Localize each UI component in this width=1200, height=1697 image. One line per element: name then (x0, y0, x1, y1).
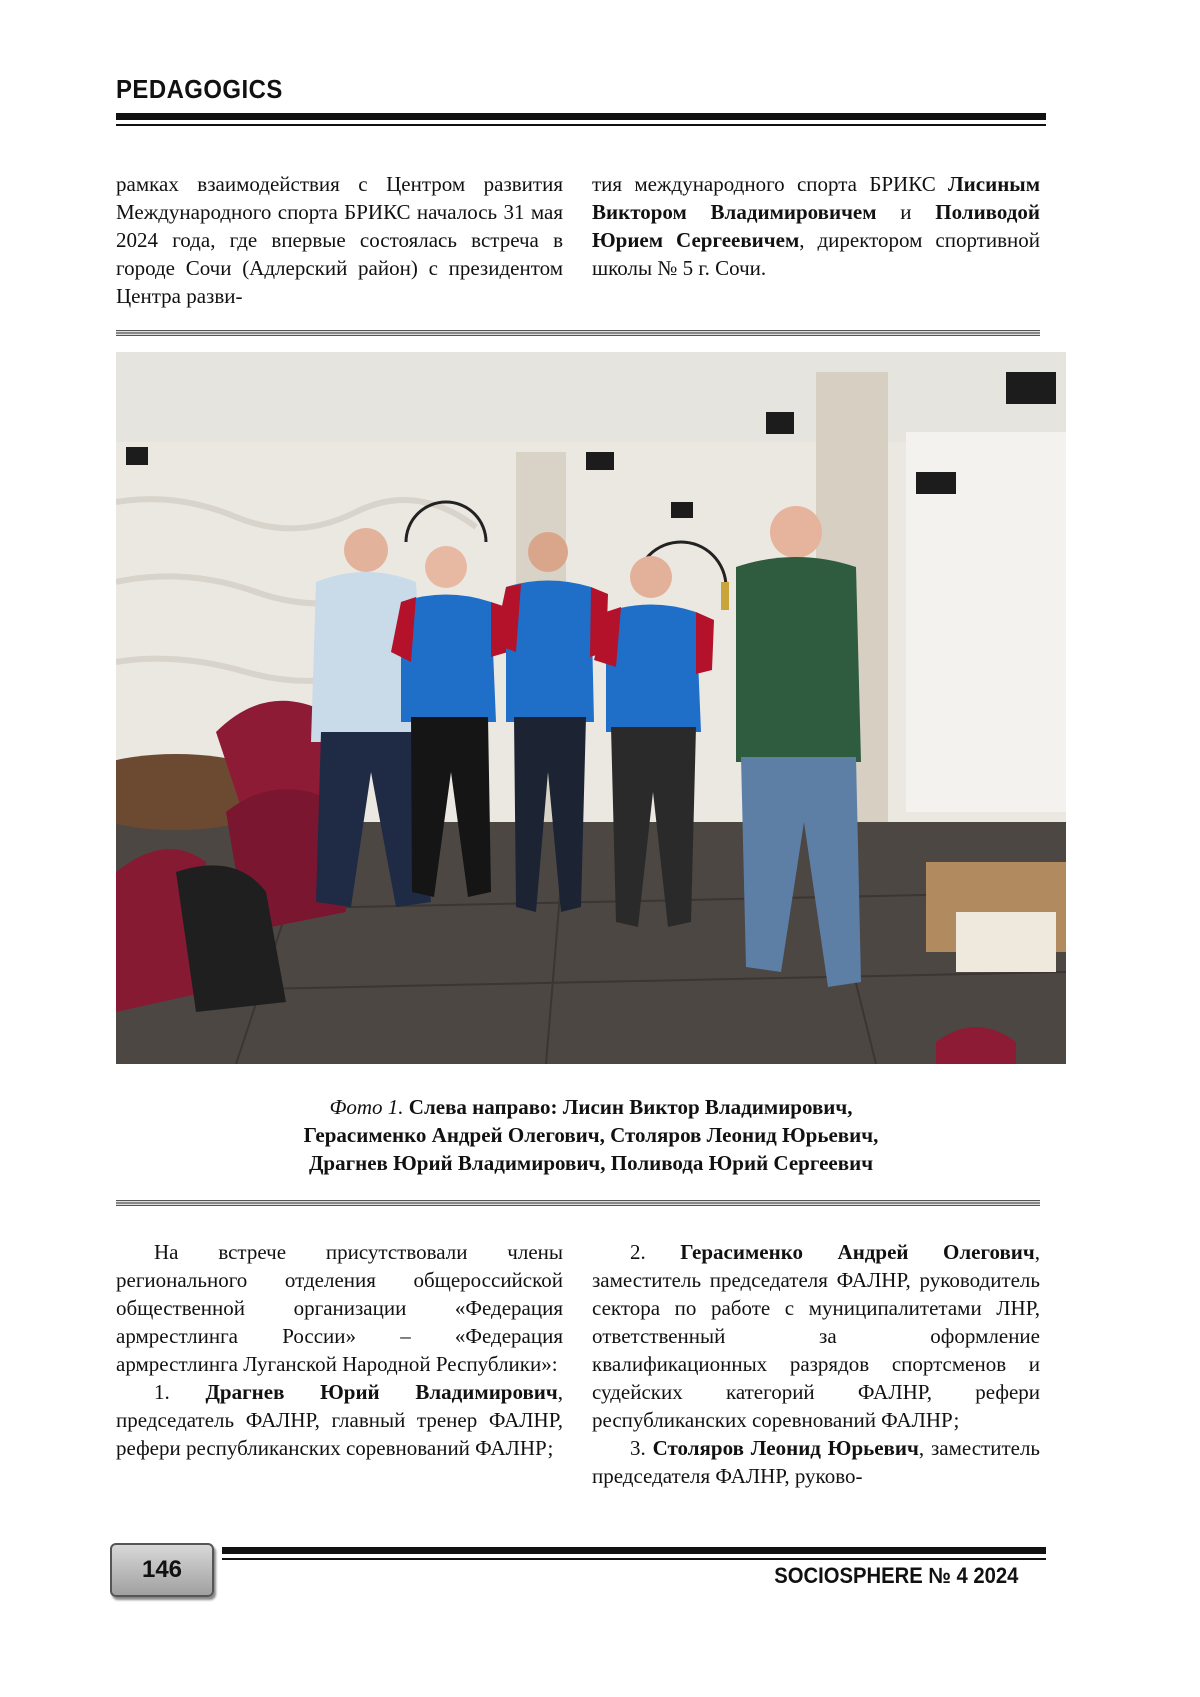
footer-rule-thick (222, 1547, 1046, 1554)
name-polivoda: Поливодой Юрием Сергеевичем (592, 200, 1040, 252)
body-right-column (592, 1238, 1040, 1490)
caption-line-1: Фото 1. Слева направо: Лисин Виктор Владимирович, (329, 1095, 853, 1119)
top-text-right: тия международного спорта БРИКС Лисиным Виктором Владимировичем и Поливодой Юрием Сергеевичем, директором спортивной школы № 5 г. Сочи. (592, 172, 1040, 280)
top-text-left-column (116, 170, 563, 310)
figure-caption (116, 1093, 1066, 1177)
section-title: PEDAGOGICS (116, 74, 283, 104)
name-stolyarov: Столяров Леонид Юрьевич (652, 1436, 919, 1460)
separator-bottom (116, 1200, 1040, 1206)
name-dragnev: Драгнев Юрий Владимирович (205, 1380, 558, 1404)
caption-line-2: Герасименко Андрей Олегович, Столяров Леонид Юрьевич, (303, 1123, 879, 1147)
footer-rule-thin (222, 1558, 1046, 1560)
list-item-1: 1. Драгнев Юрий Владимирович, председатель ФАЛНР, главный тренер ФАЛНР, рефери республиканских соревнований ФАЛНР; (116, 1380, 563, 1460)
list-item-3: 3. Столяров Леонид Юрьевич, заместитель председателя ФАЛНР, руково- (592, 1436, 1041, 1488)
list-item-2: 2. Герасименко Андрей Олегович, заместитель председателя ФАЛНР, руководитель сектора по работе с муниципалитетами ЛНР, ответственный за оформление квалификационных разрядов спортсменов и судейских категорий ФАЛНР, рефери республиканских соревнований ФАЛНР; (592, 1240, 1041, 1432)
group-photo (116, 352, 1066, 1064)
top-text-left: рамках взаимодействия с Центром развития Международного спорта БРИКС началось 31 мая 2024 года, где впервые состоялась встреча в городе Сочи (Адлерский район) с президентом Центра разви- (116, 172, 563, 308)
name-gerasimenko: Герасименко Андрей Олегович (680, 1240, 1035, 1264)
body-intro: На встрече присутствовали члены регионального отделения общероссийской общественной организации «Федерация армрестлинга России» – «Федерация армрестлинга Луганской Народной Республики»: (116, 1240, 563, 1376)
caption-label: Фото 1. (329, 1095, 404, 1119)
body-left-column (116, 1238, 563, 1462)
separator-top (116, 330, 1040, 336)
header-rule-thin (116, 124, 1046, 126)
caption-line-3: Драгнев Юрий Владимирович, Поливода Юрий Сергеевич (308, 1151, 874, 1175)
group-photo-image (116, 352, 1066, 1064)
header-rule-thick (116, 113, 1046, 120)
name-lisin: Лисиным Виктором Владимировичем (592, 172, 1040, 224)
top-text-right-column (592, 170, 1040, 282)
page-number: 146 (110, 1543, 214, 1597)
journal-name: SOCIOSPHERE № 4 2024 (773, 1563, 1018, 1588)
